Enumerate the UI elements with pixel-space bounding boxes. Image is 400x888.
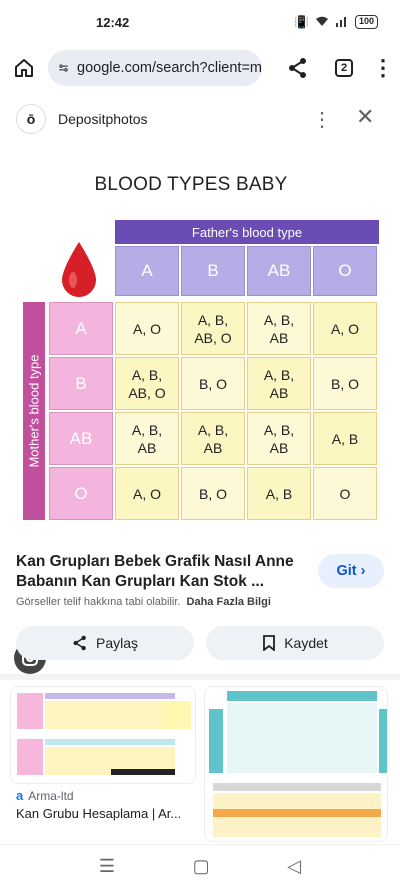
home-nav-icon[interactable]: ▢ — [192, 856, 210, 876]
wifi-icon — [315, 15, 329, 30]
chevron-right-icon: › — [360, 563, 366, 579]
status-time: 12:42 — [96, 14, 130, 30]
related-image-card-2[interactable] — [204, 686, 388, 842]
more-menu-button[interactable] — [368, 48, 398, 88]
father-type-o: O — [313, 246, 377, 296]
result-cell: A, O — [313, 302, 377, 355]
image-source-header — [0, 96, 400, 142]
home-icon — [13, 57, 35, 79]
father-type-a: A — [115, 246, 179, 296]
url-field[interactable] — [48, 50, 262, 86]
back-icon[interactable]: ◁ — [287, 856, 302, 876]
section-divider — [0, 674, 400, 680]
blood-drop-icon — [62, 242, 96, 298]
arma-logo-icon: a — [16, 788, 24, 803]
tab-switcher-button[interactable] — [324, 48, 364, 88]
status-bar — [0, 0, 400, 44]
more-options-icon[interactable]: ⋮ — [312, 109, 332, 131]
related-image-card[interactable] — [10, 686, 196, 784]
result-cell: A, B, AB, O — [115, 357, 179, 410]
save-button[interactable] — [206, 626, 384, 660]
result-cell: A, B, AB — [247, 412, 311, 465]
share-page-button[interactable] — [278, 48, 318, 88]
source-name: Depositphotos — [58, 111, 148, 127]
result-cell: A, B, AB — [181, 412, 245, 465]
result-cell: A, B — [247, 467, 311, 520]
system-nav-bar — [0, 844, 400, 888]
result-cell: A, B, AB — [247, 357, 311, 410]
related-title[interactable]: Kan Grubu Hesaplama | Ar... — [16, 806, 182, 821]
mother-axis-label-box — [23, 302, 45, 520]
result-cell: A, O — [115, 302, 179, 355]
related-source — [16, 788, 74, 803]
browser-toolbar — [0, 44, 400, 92]
bookmark-icon — [262, 635, 276, 651]
visit-button[interactable] — [318, 554, 384, 588]
more-vert-icon: ⋮ — [372, 55, 394, 80]
mother-type-a: A — [49, 302, 113, 355]
visit-label: Git — [336, 563, 357, 579]
tab-count: 2 — [335, 59, 353, 77]
share-label: Paylaş — [95, 635, 139, 651]
result-cell: A, B, AB, O — [181, 302, 245, 355]
father-axis-label: Father's blood type — [115, 220, 379, 244]
mother-axis-label: Mother's blood type — [26, 354, 42, 468]
father-type-ab: AB — [247, 246, 311, 296]
depositphotos-logo: ō — [16, 104, 46, 134]
more-info-link[interactable]: Daha Fazla Bilgi — [186, 596, 271, 608]
signal-icon — [335, 15, 349, 30]
mother-type-ab: AB — [49, 412, 113, 465]
result-cell: A, B, AB — [247, 302, 311, 355]
result-cell: B, O — [181, 357, 245, 410]
copyright-text: Görseller telif hakkına tabi olabilir. — [16, 596, 181, 608]
battery-icon: 100 — [355, 15, 378, 29]
father-type-b: B — [181, 246, 245, 296]
related-thumbnail-2 — [205, 687, 388, 842]
result-title[interactable]: Kan Grupları Bebek Grafik Nasıl Anne Babanın Kan Grupları Kan Stok ... — [16, 553, 294, 590]
vibrate-icon: 📳 — [294, 15, 309, 29]
site-settings-icon[interactable] — [58, 59, 69, 77]
image-preview[interactable] — [0, 142, 400, 534]
mother-type-b: B — [49, 357, 113, 410]
share-button[interactable] — [16, 626, 194, 660]
chart-title: BLOOD TYPES BABY — [94, 174, 288, 195]
share-icon — [287, 57, 309, 79]
save-label: Kaydet — [284, 635, 328, 651]
result-cell: O — [313, 467, 377, 520]
copyright-notice — [16, 596, 271, 608]
recent-apps-icon[interactable]: ☰ — [98, 856, 115, 876]
home-button[interactable] — [2, 46, 46, 90]
result-cell: A, O — [115, 467, 179, 520]
close-icon[interactable]: ✕ — [356, 104, 375, 129]
share-icon — [72, 635, 88, 651]
result-cell: B, O — [181, 467, 245, 520]
url-text: google.com/search?client=m — [77, 60, 262, 76]
result-cell: A, B — [313, 412, 377, 465]
result-cell: A, B, AB — [115, 412, 179, 465]
status-icons — [294, 15, 378, 30]
result-cell: B, O — [313, 357, 377, 410]
related-source-name: Arma-ltd — [28, 788, 74, 803]
related-thumbnail — [11, 687, 196, 784]
mother-type-o: O — [49, 467, 113, 520]
